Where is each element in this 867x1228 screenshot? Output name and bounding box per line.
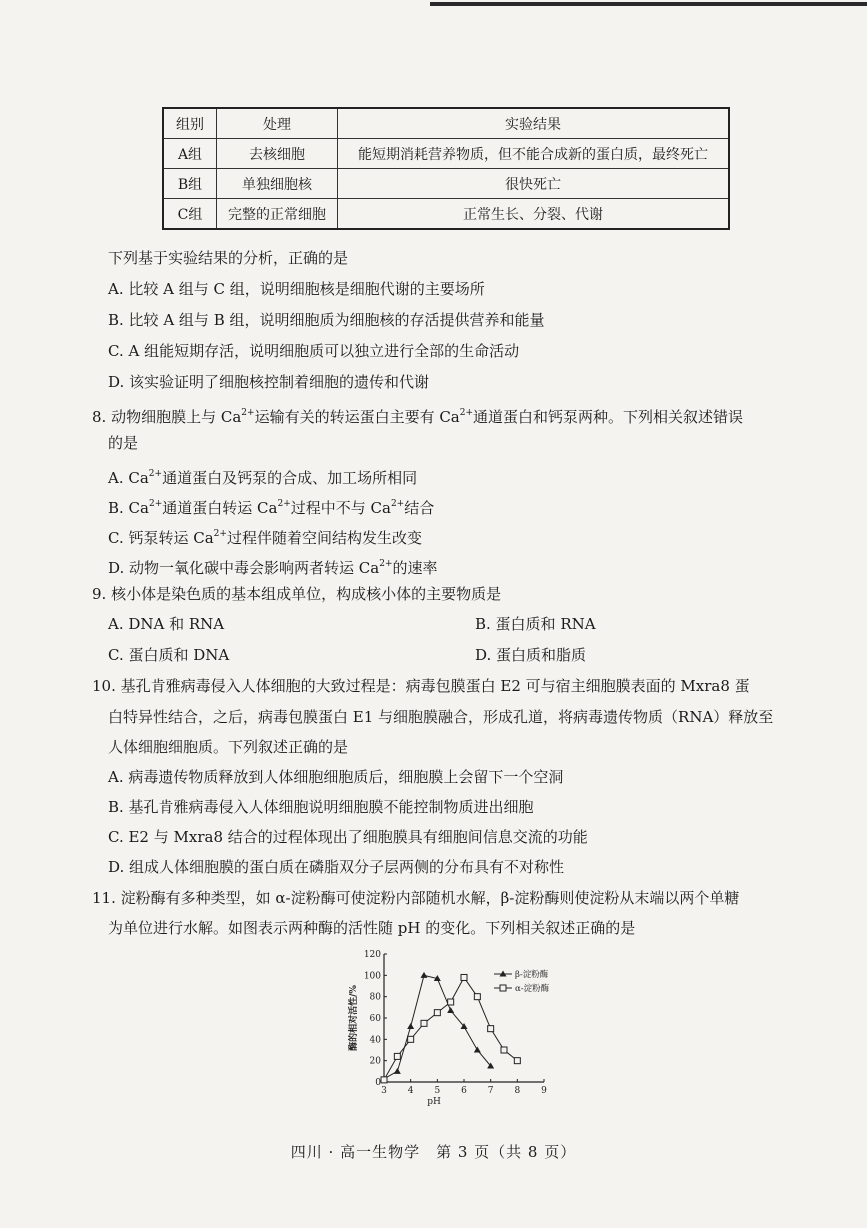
q8-stem-line1: [92, 403, 743, 427]
legend-label: α-淀粉酶: [515, 984, 550, 994]
text: A. Ca: [108, 469, 149, 487]
page-footer: 四川 · 高一生物学 第 3 页（共 8 页）: [290, 1143, 577, 1161]
data-point: [394, 1053, 400, 1059]
data-point: [421, 1020, 427, 1026]
y-tick-label: 40: [369, 1035, 381, 1046]
x-axis-label: pH: [427, 1097, 441, 1107]
text: C. 钙泵转运 Ca: [108, 529, 214, 547]
x-tick-label: 3: [381, 1086, 387, 1096]
q10-stem-line1: 10. 基孔肯雅病毒侵入人体细胞的大致过程是：病毒包膜蛋白 E2 可与宿主细胞膜表面的 Mxra8 蛋: [92, 677, 750, 695]
series-line: [384, 977, 517, 1079]
data-point: [394, 1068, 401, 1074]
text: 的速率: [392, 559, 438, 577]
x-tick-label: 5: [434, 1086, 441, 1096]
data-point: [434, 1010, 440, 1016]
y-tick-label: 100: [363, 971, 381, 982]
x-tick-label: 8: [514, 1086, 521, 1096]
q7-option-d: D. 该实验证明了细胞核控制着细胞的遗传和代谢: [108, 373, 430, 391]
superscript: 2+: [277, 499, 291, 509]
legend-marker: [500, 985, 506, 991]
x-tick-label: 9: [541, 1086, 547, 1096]
q8-option-d: [108, 554, 438, 578]
data-point: [381, 1077, 387, 1083]
header-cell: 处理: [217, 108, 338, 139]
text: 过程伴随着空间结构发生改变: [226, 529, 422, 547]
text: 运输有关的转运蛋白主要有 Ca: [254, 408, 460, 426]
q9-option-b: B. 蛋白质和 RNA: [475, 615, 596, 633]
superscript: 2+: [148, 499, 163, 509]
y-tick-label: 60: [369, 1014, 381, 1024]
superscript: 2+: [390, 499, 405, 509]
q8-option-c: [108, 524, 422, 548]
y-tick-label: 0: [375, 1078, 381, 1088]
text: 过程中不与 Ca: [290, 499, 391, 517]
data-point: [474, 1047, 481, 1053]
data-point: [408, 1036, 414, 1042]
y-tick-label: 120: [363, 950, 381, 960]
table-cell: 去核细胞: [217, 139, 338, 169]
y-tick-label: 80: [369, 992, 381, 1003]
text: D. 动物一氧化碳中毒会影响两者转运 Ca: [108, 559, 380, 577]
x-tick-label: 4: [407, 1086, 414, 1096]
x-tick-label: 7: [487, 1086, 494, 1096]
q7-option-b: B. 比较 A 组与 B 组，说明细胞质为细胞核的存活提供营养和能量: [108, 311, 545, 329]
data-point: [447, 1007, 454, 1013]
table-row: [163, 169, 729, 199]
q10-stem-line3: 人体细胞细胞质。下列叙述正确的是: [108, 738, 349, 756]
table-cell: 完整的正常细胞: [217, 199, 338, 230]
q7-stem: 下列基于实验结果的分析，正确的是: [108, 249, 349, 267]
legend-label: β-淀粉酶: [515, 970, 549, 980]
data-point: [514, 1058, 520, 1064]
q8-stem-line2: 的是: [108, 434, 139, 452]
header-cell: 组别: [163, 108, 217, 139]
q9-option-a: A. DNA 和 RNA: [108, 615, 225, 633]
q8-option-a: [108, 464, 417, 488]
data-point: [448, 999, 454, 1005]
superscript: 2+: [148, 469, 163, 479]
q10-stem-line2: 白特异性结合，之后，病毒包膜蛋白 E1 与细胞膜融合，形成孔道，将病毒遗传物质（RNA）释放至: [108, 708, 774, 726]
enzyme-activity-chart: [344, 944, 564, 1120]
q9-option-c: C. 蛋白质和 DNA: [108, 646, 230, 664]
q7-option-c: C. A 组能短期存活，说明细胞质可以独立进行全部的生命活动: [108, 342, 520, 360]
y-tick-label: 20: [369, 1056, 381, 1067]
data-point: [474, 994, 480, 1000]
q10-option-a: A. 病毒遗传物质释放到人体细胞细胞质后，细胞膜上会留下一个空洞: [108, 768, 564, 786]
y-axis-label: 酶的相对活性/%: [349, 985, 359, 1051]
experiment-table: [162, 107, 730, 230]
text: 通道蛋白转运 Ca: [162, 499, 278, 517]
data-point: [407, 1023, 414, 1029]
q9-option-d: D. 蛋白质和脂质: [475, 646, 587, 664]
text: 8. 动物细胞膜上与 Ca: [92, 408, 242, 426]
header-cell: 实验结果: [338, 108, 730, 139]
q7-option-a: A. 比较 A 组与 C 组，说明细胞核是细胞代谢的主要场所: [108, 280, 485, 298]
q9-stem: 9. 核小体是染色质的基本组成单位，构成核小体的主要物质是: [92, 585, 502, 603]
data-point: [461, 974, 467, 980]
q10-option-b: B. 基孔肯雅病毒侵入人体细胞说明细胞膜不能控制物质进出细胞: [108, 798, 534, 816]
q11-stem-line1: 11. 淀粉酶有多种类型，如 α-淀粉酶可使淀粉内部随机水解，β-淀粉酶则使淀粉从末端以两个单糖: [92, 889, 740, 907]
top-rule: [430, 2, 867, 6]
x-tick-label: 6: [461, 1086, 467, 1096]
table-cell: 很快死亡: [338, 169, 730, 199]
text: 通道蛋白和钙泵两种。下列相关叙述错误: [473, 408, 744, 426]
text: 结合: [404, 499, 435, 517]
text: B. Ca: [108, 499, 149, 517]
q8-option-b: [108, 494, 434, 518]
q11-stem-line2: 为单位进行水解。如图表示两种酶的活性随 pH 的变化。下列相关叙述正确的是: [108, 919, 636, 937]
text: 通道蛋白及钙泵的合成、加工场所相同: [162, 469, 418, 487]
table-header: [163, 108, 729, 139]
table-cell: A组: [163, 139, 217, 169]
data-point: [421, 972, 428, 978]
superscript: 2+: [379, 559, 393, 569]
superscript: 2+: [459, 408, 474, 418]
data-point: [501, 1047, 507, 1053]
table-cell: C组: [163, 199, 217, 230]
data-point: [488, 1026, 494, 1032]
table-cell: B组: [163, 169, 217, 199]
table-cell: 能短期消耗营养物质，但不能合成新的蛋白质，最终死亡: [338, 139, 730, 169]
q10-option-c: C. E2 与 Mxra8 结合的过程体现出了细胞膜具有细胞间信息交流的功能: [108, 828, 588, 846]
superscript: 2+: [213, 529, 227, 539]
table-row: [163, 199, 729, 230]
q10-option-d: D. 组成人体细胞膜的蛋白质在磷脂双分子层两侧的分布具有不对称性: [108, 858, 565, 876]
table-cell: 正常生长、分裂、代谢: [338, 199, 730, 230]
table-cell: 单独细胞核: [217, 169, 338, 199]
table-row: [163, 139, 729, 169]
superscript: 2+: [241, 408, 255, 418]
series-line: [384, 975, 491, 1078]
